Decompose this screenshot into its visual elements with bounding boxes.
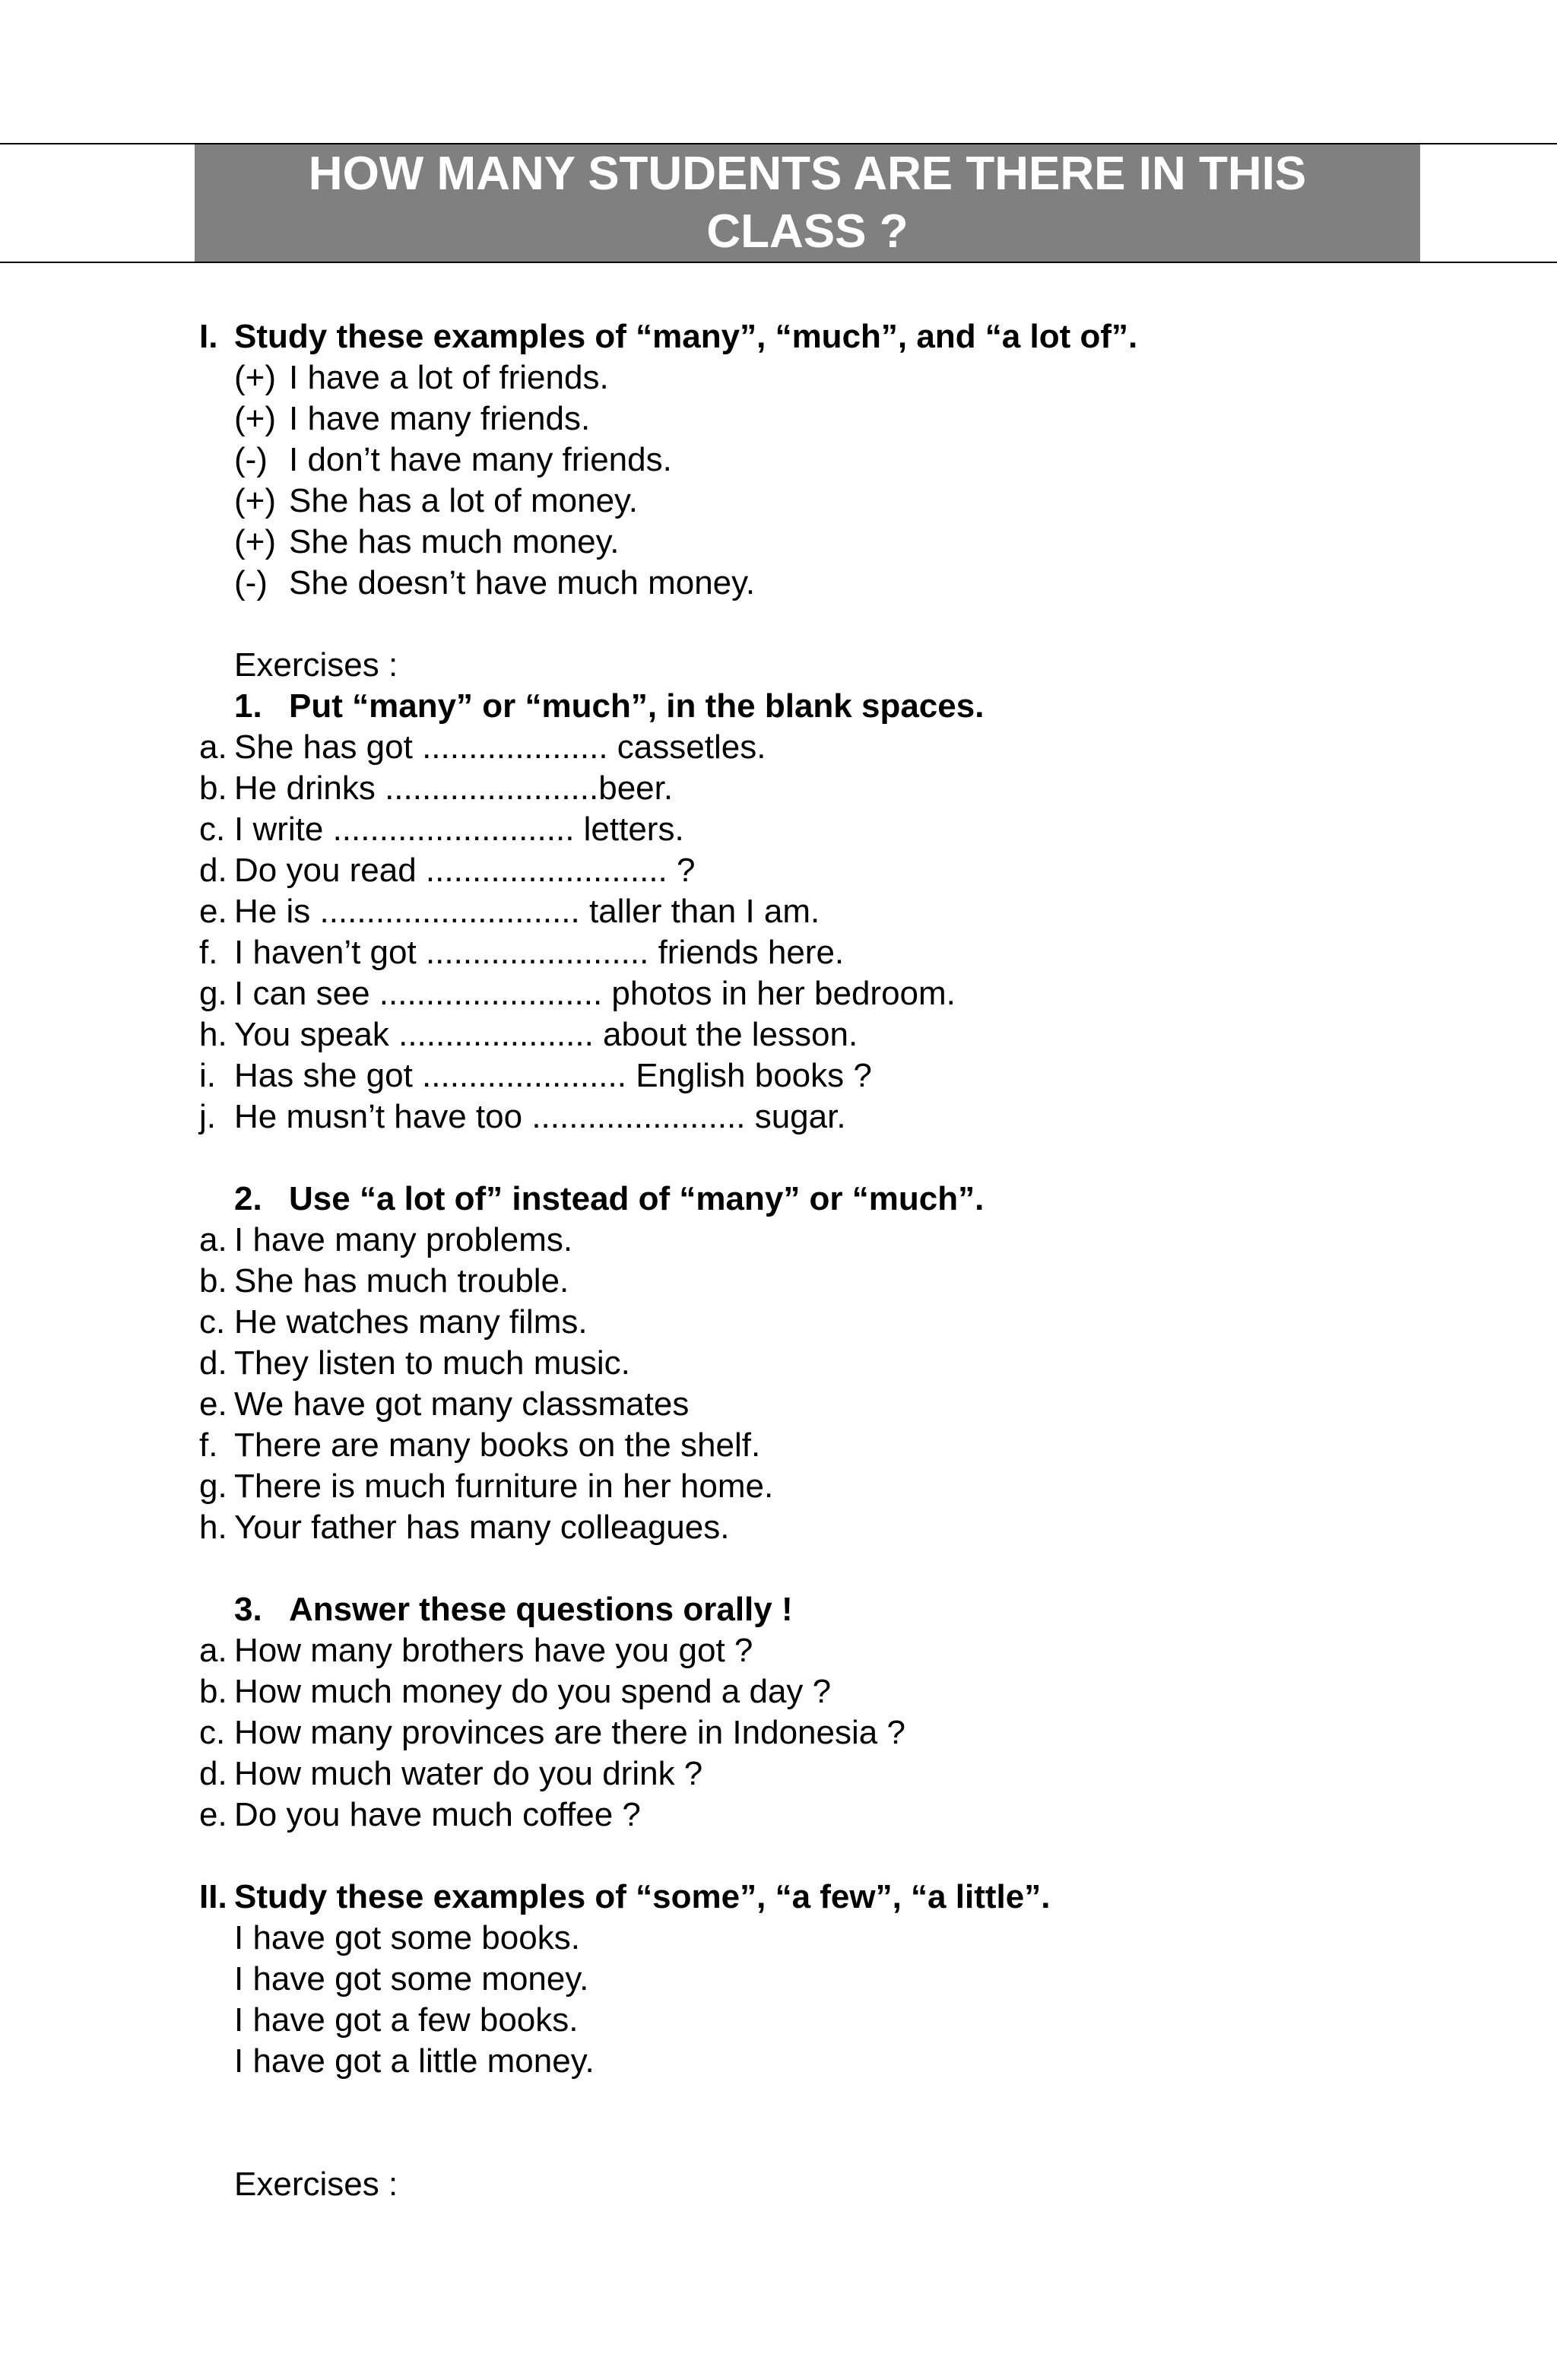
item-text: He watches many films. — [234, 1303, 588, 1341]
item-text: I can see ........................ photos in her bedroom. — [234, 975, 956, 1012]
exercise-heading-text: Answer these questions orally ! — [289, 1591, 793, 1628]
item-text: How much water do you drink ? — [234, 1755, 703, 1792]
item-letter: h. — [199, 1509, 227, 1546]
example-line — [199, 1959, 1446, 2000]
item-letter: e. — [199, 1385, 227, 1423]
example-line — [199, 522, 1446, 563]
item-text: She has much trouble. — [234, 1262, 569, 1299]
section-marker: II. — [199, 1878, 227, 1915]
list-item — [199, 932, 1446, 973]
item-letter: b. — [199, 770, 227, 807]
item-text: Do you have much coffee ? — [234, 1796, 641, 1833]
example-sign: (-) — [234, 564, 268, 601]
example-text: I have got some money. — [234, 1960, 589, 1998]
list-item — [199, 727, 1446, 768]
item-text: How many provinces are there in Indonesia ? — [234, 1714, 905, 1751]
list-item — [199, 1671, 1446, 1712]
item-letter: a. — [199, 728, 227, 766]
example-text: She has much money. — [289, 523, 620, 560]
exercise-heading — [199, 1589, 1446, 1630]
item-text: They listen to much music. — [234, 1344, 630, 1382]
exercise-heading-text: Use “a lot of” instead of “many” or “much”. — [289, 1180, 985, 1217]
item-letter: d. — [199, 1344, 227, 1382]
item-text: I write .......................... letters. — [234, 811, 684, 848]
list-item — [199, 768, 1446, 809]
example-text: I have a lot of friends. — [289, 359, 609, 396]
example-sign: (+) — [234, 400, 276, 437]
example-text: I have got a little money. — [234, 2042, 595, 2080]
item-text: Your father has many colleagues. — [234, 1509, 730, 1546]
item-text: She has got .................... cassetles. — [234, 728, 766, 766]
example-text: She has a lot of money. — [289, 482, 639, 519]
examples-list — [199, 357, 1446, 604]
item-text: You speak ..................... about the lesson. — [234, 1016, 858, 1053]
item-text: I have many problems. — [234, 1221, 573, 1258]
example-sign: (-) — [234, 441, 268, 478]
item-letter: e. — [199, 893, 227, 930]
exercise-2-list — [199, 1220, 1446, 1548]
list-item — [199, 1220, 1446, 1261]
list-item — [199, 1425, 1446, 1466]
item-text: He musn’t have too ....................... sugar. — [234, 1098, 846, 1135]
item-text: We have got many classmates — [234, 1385, 690, 1423]
exercises-label-text: Exercises : — [234, 646, 398, 684]
example-text: I have got some books. — [234, 1919, 580, 1956]
section-heading-text: Study these examples of “many”, “much”, and “a lot of”. — [234, 318, 1138, 355]
exercises-label — [199, 2164, 1446, 2205]
item-text: Has she got ...................... English books ? — [234, 1057, 872, 1094]
item-letter: a. — [199, 1221, 227, 1258]
exercise-3-list — [199, 1630, 1446, 1836]
list-item — [199, 1795, 1446, 1836]
list-item — [199, 1753, 1446, 1795]
item-letter: d. — [199, 1755, 227, 1792]
section-heading — [199, 1877, 1446, 1918]
item-letter: a. — [199, 1632, 227, 1669]
example-line — [199, 2000, 1446, 2041]
list-item — [199, 1343, 1446, 1384]
item-letter: c. — [199, 811, 226, 848]
list-item — [199, 1630, 1446, 1671]
section-heading — [199, 316, 1446, 357]
item-text: He drinks .......................beer. — [234, 770, 674, 807]
item-text: How much money do you spend a day ? — [234, 1673, 832, 1710]
example-line — [199, 563, 1446, 604]
list-item — [199, 850, 1446, 891]
exercise-number: 2. — [234, 1180, 262, 1217]
example-text: I have got a few books. — [234, 2001, 579, 2039]
item-letter: c. — [199, 1714, 226, 1751]
item-text: He is ............................ taller than I am. — [234, 893, 820, 930]
example-text: I have many friends. — [289, 400, 591, 437]
item-letter: h. — [199, 1016, 227, 1053]
list-item — [199, 1014, 1446, 1055]
item-text: There are many books on the shelf. — [234, 1426, 761, 1464]
exercises-label-text: Exercises : — [234, 2166, 398, 2203]
example-line — [199, 440, 1446, 481]
worksheet-content — [199, 316, 1446, 2205]
example-line — [199, 2041, 1446, 2082]
item-text: I haven’t got ........................ friends here. — [234, 934, 845, 971]
list-item — [199, 1466, 1446, 1507]
example-line — [199, 398, 1446, 440]
list-item — [199, 1261, 1446, 1302]
list-item — [199, 1096, 1446, 1138]
item-letter: f. — [199, 934, 218, 971]
list-item — [199, 891, 1446, 932]
exercise-heading — [199, 1179, 1446, 1220]
item-letter: b. — [199, 1673, 227, 1710]
exercises-label — [199, 645, 1446, 686]
example-line — [199, 1918, 1446, 1959]
item-letter: g. — [199, 1468, 227, 1505]
example-text: She doesn’t have much money. — [289, 564, 756, 601]
list-item — [199, 1055, 1446, 1096]
item-letter: i. — [199, 1057, 216, 1094]
item-text: Do you read .......................... ? — [234, 852, 696, 889]
list-item — [199, 1302, 1446, 1343]
exercise-heading — [199, 686, 1446, 727]
list-item — [199, 809, 1446, 850]
example-sign: (+) — [234, 359, 276, 396]
item-letter: g. — [199, 975, 227, 1012]
example-line — [199, 357, 1446, 398]
example-sign: (+) — [234, 482, 276, 519]
exercise-1-list — [199, 727, 1446, 1138]
header-bottom-rule — [0, 262, 1557, 263]
item-letter: c. — [199, 1303, 226, 1341]
item-letter: d. — [199, 852, 227, 889]
list-item — [199, 1384, 1446, 1425]
list-item — [199, 1712, 1446, 1753]
section-heading-text: Study these examples of “some”, “a few”, “a little”. — [234, 1878, 1051, 1915]
exercise-number: 1. — [234, 687, 262, 725]
example-line — [199, 481, 1446, 522]
example-text: I don’t have many friends. — [289, 441, 672, 478]
item-letter: b. — [199, 1262, 227, 1299]
list-item — [199, 973, 1446, 1014]
example-sign: (+) — [234, 523, 276, 560]
section-marker: I. — [199, 318, 218, 355]
item-text: How many brothers have you got ? — [234, 1632, 753, 1669]
item-text: There is much furniture in her home. — [234, 1468, 774, 1505]
item-letter: e. — [199, 1796, 227, 1833]
exercise-number: 3. — [234, 1591, 262, 1628]
title-banner — [195, 144, 1420, 262]
examples-list — [199, 1918, 1446, 2082]
item-letter: j. — [199, 1098, 216, 1135]
list-item — [199, 1507, 1446, 1548]
exercise-heading-text: Put “many” or “much”, in the blank spaces. — [289, 687, 985, 725]
page-title: HOW MANY STUDENTS ARE THERE IN THIS CLASS ? — [308, 148, 1307, 258]
item-letter: f. — [199, 1426, 218, 1464]
